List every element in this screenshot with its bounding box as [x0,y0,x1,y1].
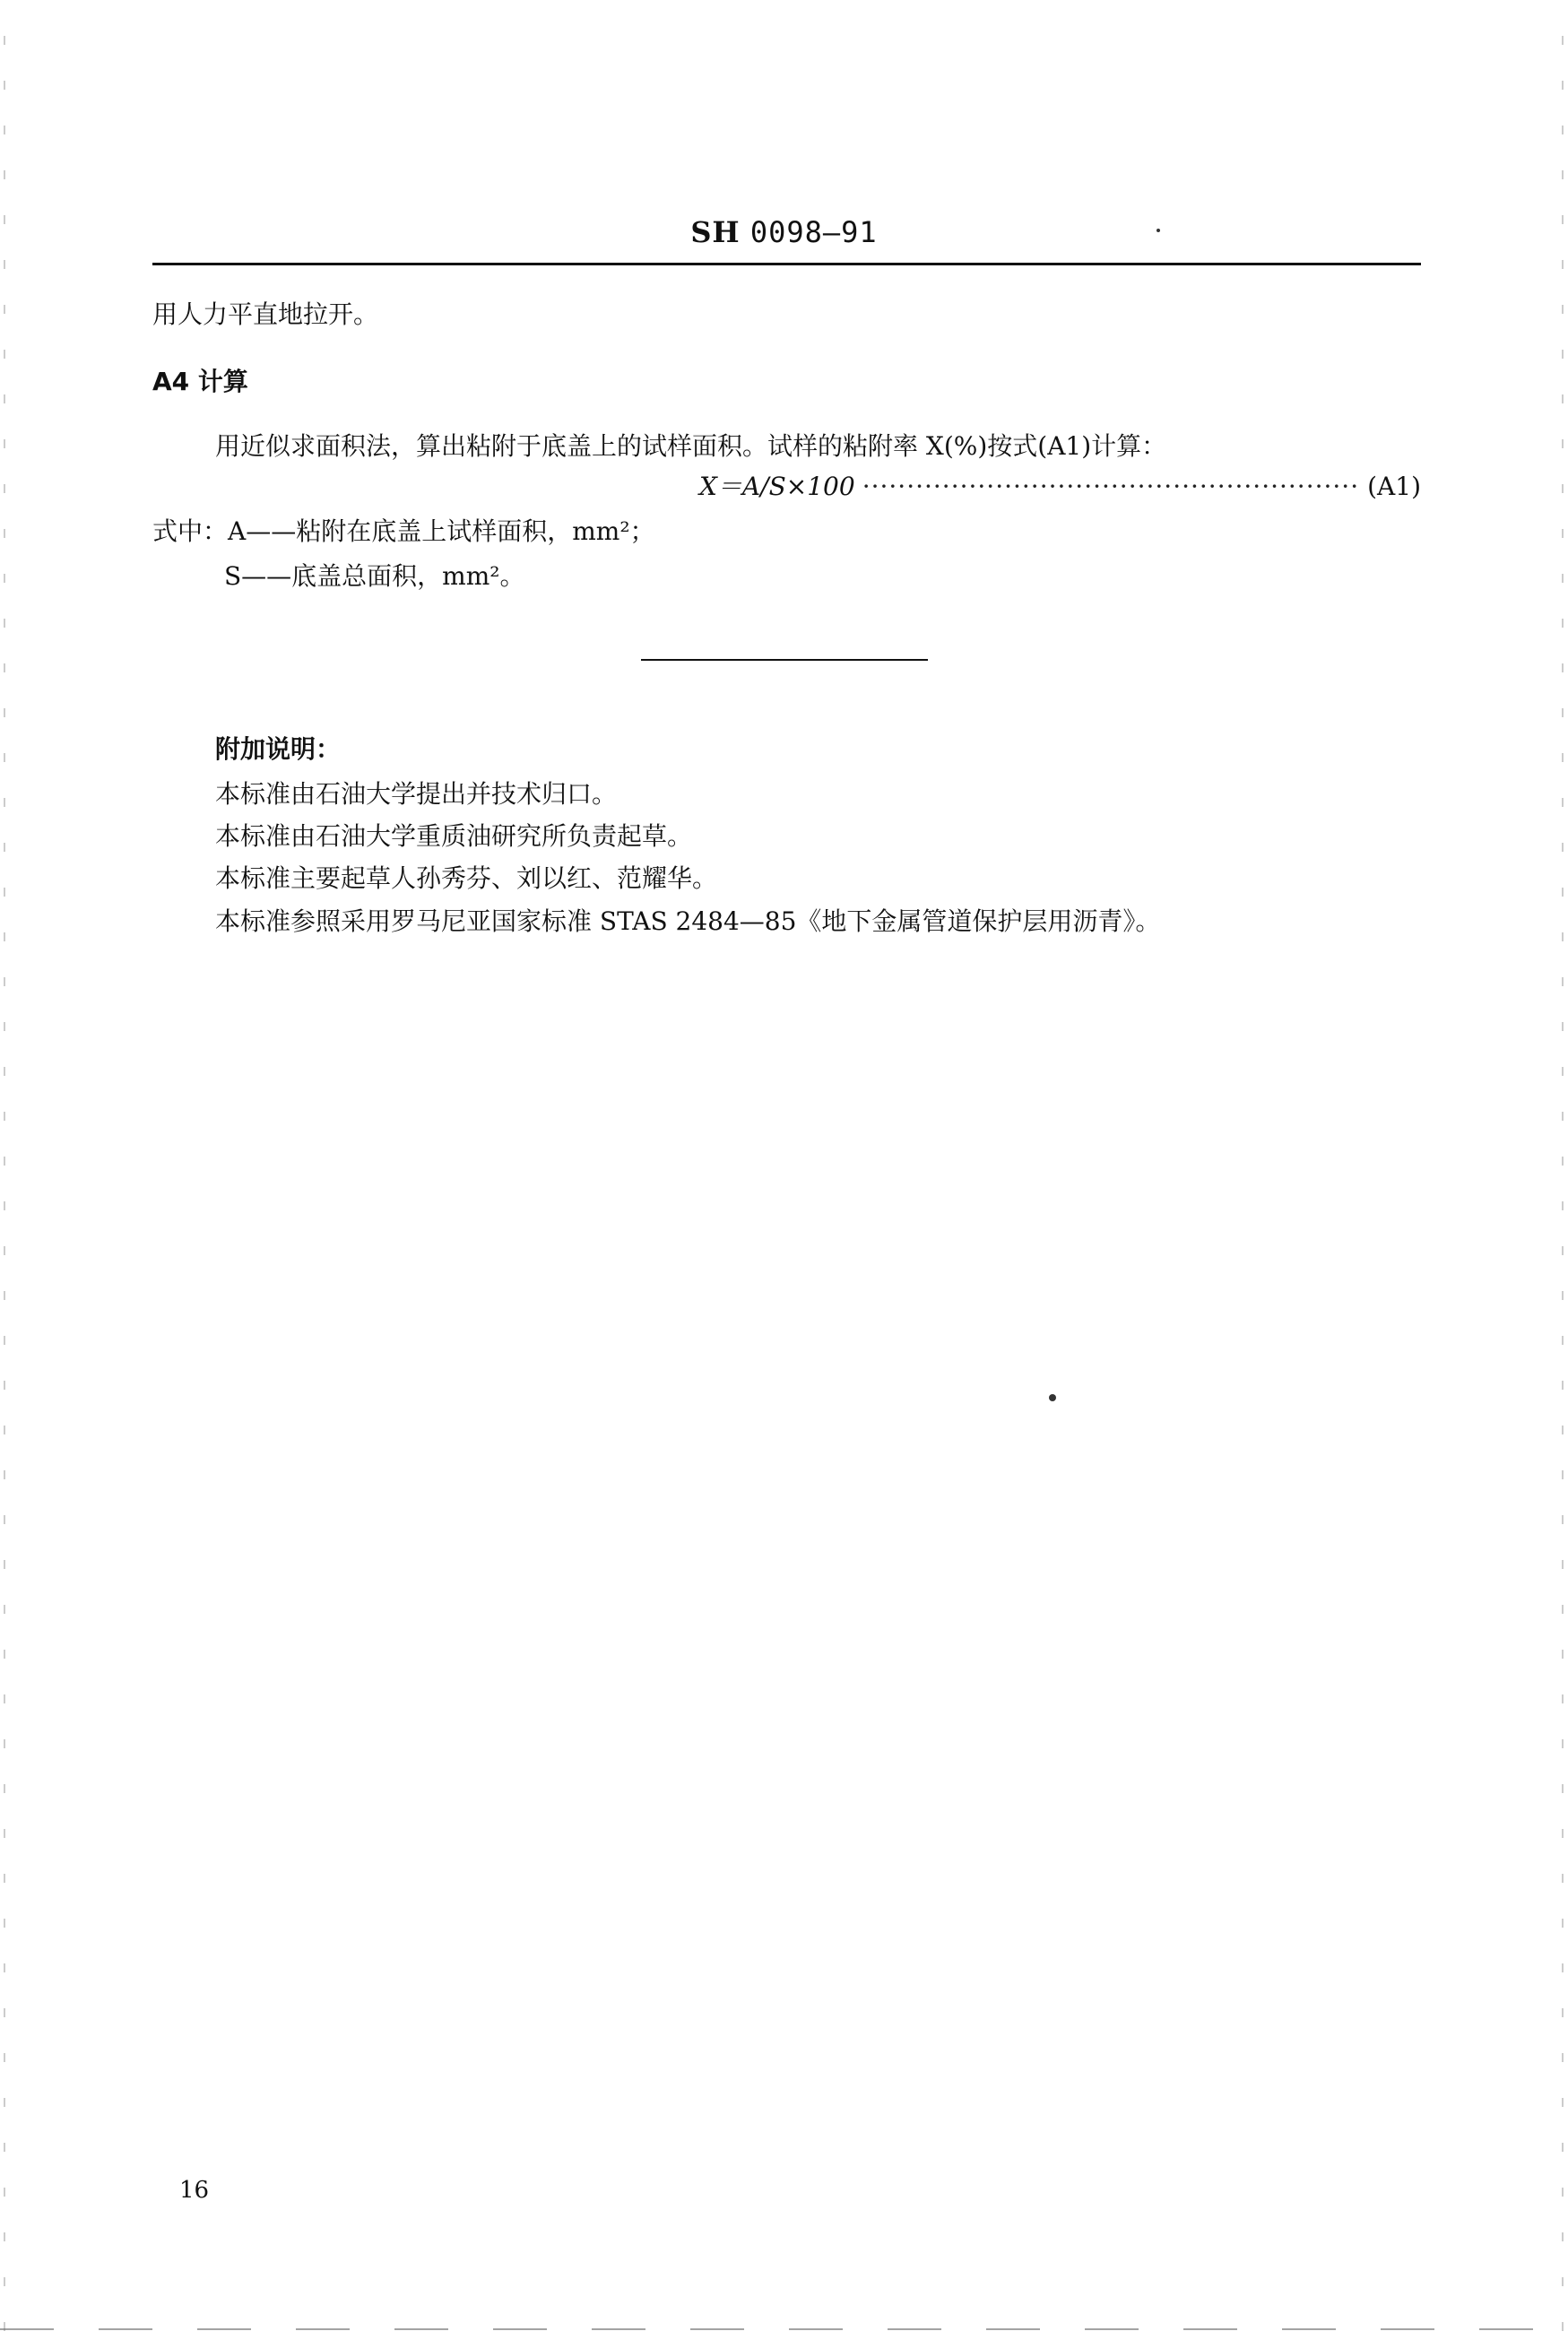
note-line: 本标准由石油大学提出并技术归口。 [215,779,618,809]
note-line: 本标准参照采用罗马尼亚国家标准 STAS 2484—85《地下金属管道保护层用沥青》。 [215,906,1161,936]
notes-heading: 附加说明： [215,734,342,764]
standard-number: 0098—91 [749,215,878,249]
scan-bottom-edge [0,2328,1568,2330]
continuation-text: 用人力平直地拉开。 [152,299,379,329]
where-line-total: S——底盖总面积，mm²。 [224,561,525,591]
scan-edge-right [1562,0,1564,2340]
scan-speck [1049,1394,1056,1401]
standard-code-header [0,215,1568,249]
page-number: 16 [179,2177,210,2204]
section-separator [641,659,928,661]
standard-prefix: SH [690,215,741,249]
formula-expression: X＝A/S×100 [699,472,855,501]
note-line: 本标准由石油大学重质油研究所负责起草。 [215,821,693,851]
where-line-area: 式中：A——粘附在底盖上试样面积，mm²； [152,516,655,546]
formula-leader-dots [862,471,1360,503]
calculation-paragraph: 用近似求面积法，算出粘附于底盖上的试样面积。试样的粘附率 X(%)按式(A1)计算： [215,431,1167,461]
note-line: 本标准主要起草人孙秀芬、刘以红、范耀华。 [215,863,718,893]
formula-line [699,471,1421,503]
scan-speck [1157,229,1160,232]
formula-number: (A1) [1367,472,1421,501]
header-rule [152,263,1421,265]
scan-edge-left [4,0,5,2340]
section-heading: A4 计算 [152,367,248,396]
